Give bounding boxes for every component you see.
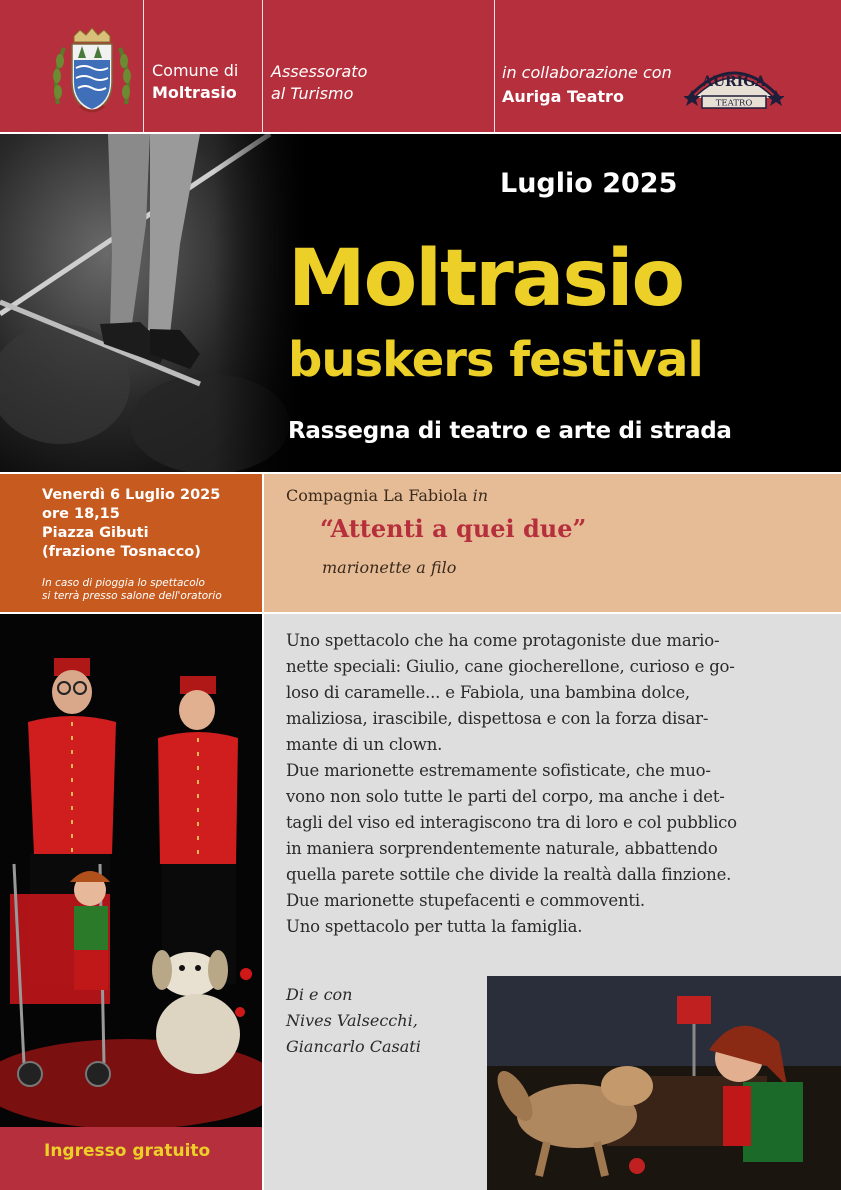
moltrasio-coat-of-arms-icon <box>50 26 134 118</box>
company-in: in <box>472 486 489 505</box>
free-entry-label: Ingresso gratuito <box>44 1141 211 1161</box>
description-line: mante di un clown. <box>286 735 443 754</box>
event-day: Venerdì 6 Luglio 2025 <box>42 487 221 503</box>
header-divider <box>143 0 144 132</box>
event-date-block <box>42 486 220 562</box>
credits-name: Nives Valsecchi, <box>286 1011 418 1030</box>
show-description <box>286 628 806 940</box>
comune-label <box>152 60 238 104</box>
header-divider <box>262 0 263 132</box>
event-place-detail: (frazione Tosnacco) <box>42 544 201 560</box>
description-line: maliziosa, irascibile, dispettosa e con la forza disar- <box>286 709 709 728</box>
rain-notice <box>42 577 222 603</box>
description-line: Due marionette estremamente sofisticate, che muo- <box>286 761 711 780</box>
comune-line1: Comune di <box>152 61 239 80</box>
marionettes-stage-illustration <box>487 976 841 1190</box>
festival-date: Luglio 2025 <box>500 168 678 199</box>
description-line: Uno spettacolo per tutta la famiglia. <box>286 917 583 936</box>
rain-notice-line1: In caso di pioggia lo spettacolo <box>42 577 205 589</box>
puppeteers-illustration <box>0 614 262 1127</box>
header-divider <box>494 0 495 132</box>
description-line: Due marionette stupefacenti e commoventi. <box>286 891 645 910</box>
description-line: loso di caramelle... e Fabiola, una bambina dolce, <box>286 683 690 702</box>
credits-block <box>286 982 421 1060</box>
assessorato-label <box>271 61 367 105</box>
collab-line1: in collaborazione con <box>502 63 672 82</box>
event-place: Piazza Gibuti <box>42 525 149 541</box>
assessorato-line1: Assessorato <box>271 62 368 81</box>
free-entry-banner <box>0 1127 262 1190</box>
comune-line2: Moltrasio <box>152 83 237 102</box>
rain-notice-line2: si terrà presso salone dell'oratorio <box>42 590 222 602</box>
company-line <box>286 486 488 505</box>
description-line: Uno spettacolo che ha come protagoniste due mario- <box>286 631 720 650</box>
credits-label: Di e con <box>286 985 353 1004</box>
logo-bottom-text: TEATRO <box>715 98 753 109</box>
show-info-box <box>264 474 841 612</box>
description-line: quella parete sottile che divide la realtà dalla finzione. <box>286 865 732 884</box>
festival-title-line1: Moltrasio <box>288 234 684 324</box>
logo-top-text: AURIGA <box>701 74 767 90</box>
company-name: Compagnia La Fabiola <box>286 486 468 505</box>
puppeteers-photo <box>0 614 262 1127</box>
header-bar <box>0 0 841 132</box>
tightrope-walker-photo <box>0 134 305 472</box>
assessorato-line2: al Turismo <box>271 84 354 103</box>
description-line: nette speciali: Giulio, cane giocherellone, curioso e go- <box>286 657 735 676</box>
auriga-teatro-logo <box>684 54 784 110</box>
description-line: vono non solo tutte le parti del corpo, ma anche i det- <box>286 787 725 806</box>
marionettes-stage-photo <box>487 976 841 1190</box>
credits-name: Giancarlo Casati <box>286 1037 421 1056</box>
festival-subtitle: Rassegna di teatro e arte di strada <box>288 418 732 444</box>
collab-line2: Auriga Teatro <box>502 87 624 106</box>
event-time: ore 18,15 <box>42 506 120 522</box>
collaboration-label <box>502 61 672 109</box>
show-title: “Attenti a quei due” <box>320 514 587 543</box>
festival-title-line2: buskers festival <box>288 332 703 388</box>
hero-section <box>0 134 841 472</box>
description-line: tagli del viso ed interagiscono tra di loro e col pubblico <box>286 813 737 832</box>
description-line: in maniera sorprendentemente naturale, abbattendo <box>286 839 718 858</box>
event-details-box <box>0 474 262 612</box>
show-subtitle: marionette a filo <box>322 558 457 577</box>
